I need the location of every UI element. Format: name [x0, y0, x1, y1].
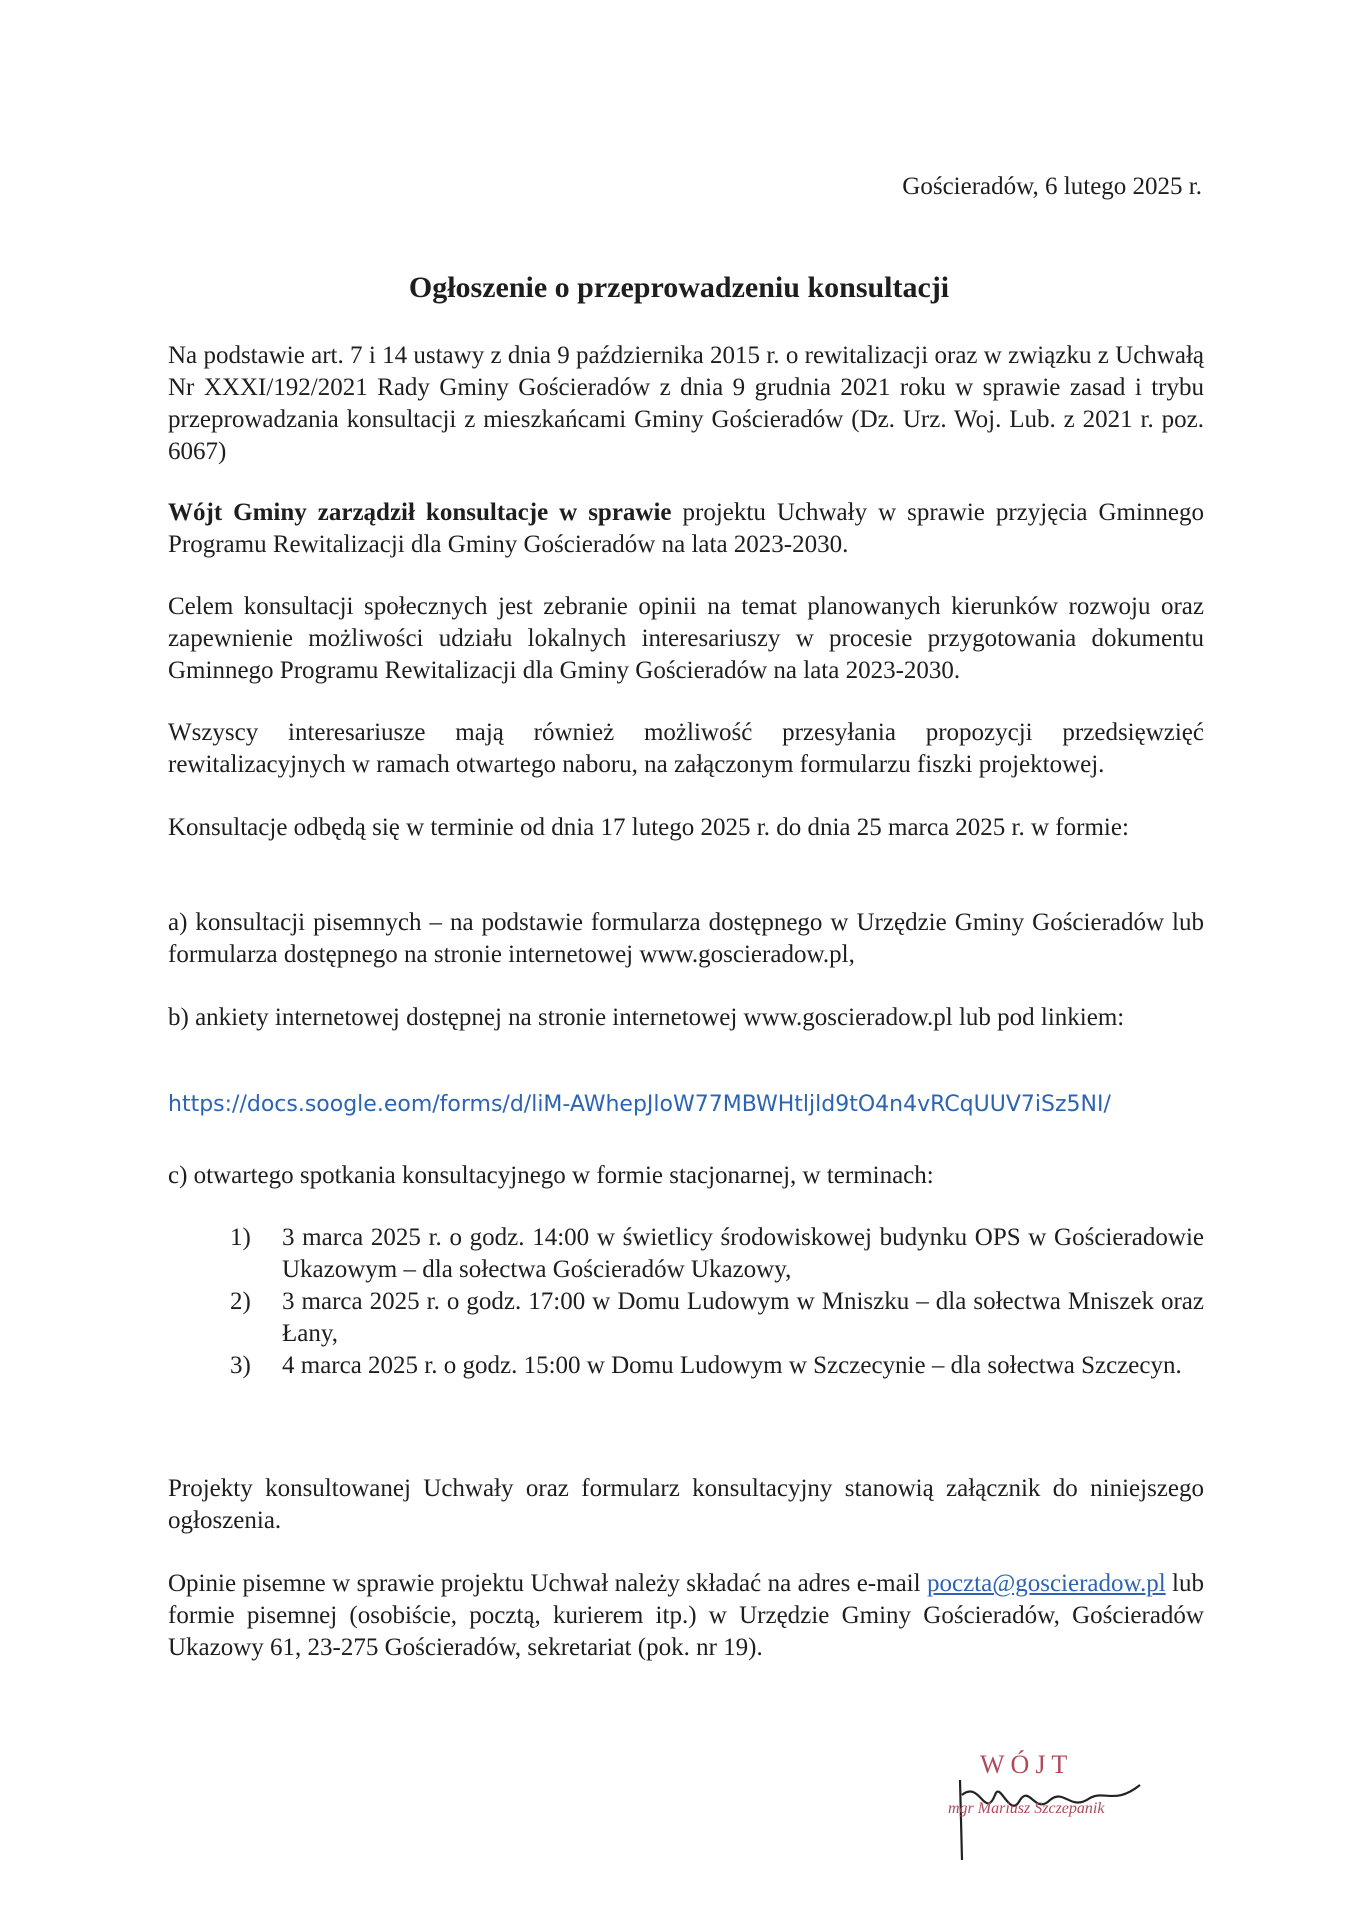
list-item-text: 3 marca 2025 r. o godz. 14:00 w świetlicy środowiskowej budynku OPS w Gościeradowie Ukazowym – dla sołectwa Gościeradów Ukazowy, [282, 1224, 1204, 1283]
opinions-paragraph [168, 1568, 1204, 1664]
form-c-paragraph: c) otwartego spotkania konsultacyjnego w formie stacjonarnej, w terminach: [168, 1162, 934, 1189]
meetings-list [230, 1222, 1204, 1382]
intro-paragraph: Na podstawie art. 7 i 14 ustawy z dnia 9 października 2015 r. o rewitalizacji oraz w związku z Uchwałą Nr XXXI/192/2021 Rady Gminy Gościeradów z dnia 9 grudnia 2021 roku w sprawie zasad i trybu przeprowadzania konsultacji z mieszkańcami Gminy Gościeradów (Dz. Urz. Woj. Lub. z 2021 r. poz. 6067) [168, 342, 1204, 465]
form-a-paragraph: a) konsultacji pisemnych – na podstawie formularza dostępnego w Urzędzie Gminy Gościeradów lub formularza dostępnego na stronie internetowej www.goscieradow.pl, [168, 909, 1204, 968]
list-item [230, 1350, 1204, 1382]
decision-paragraph [168, 497, 1204, 561]
document-title: Ogłoszenie o przeprowadzeniu konsultacji [408, 271, 950, 304]
survey-link[interactable]: https://docs.soogle.eom/forms/d/liM-AWhepJloW77MBWHtljld9tO4n4vRCqUUV7iSz5NI/ [168, 1092, 1111, 1117]
list-item-text: 3 marca 2025 r. o godz. 17:00 w Domu Ludowym w Mniszku – dla sołectwa Mniszek oraz Łany, [282, 1288, 1204, 1347]
list-item-number: 1) [230, 1224, 251, 1251]
stamp-title: WÓJT [980, 1750, 1074, 1779]
stamp-name: mgr Mariusz Szczepanik [948, 1800, 1105, 1817]
purpose-paragraph: Celem konsultacji społecznych jest zebranie opinii na temat planowanych kierunków rozwoju oraz zapewnienie możliwości udziału lokalnych interesariuszy w procesie przygotowania dokumentu Gminnego Programu Rewitalizacji dla Gminy Gościeradów na lata 2023-2030. [168, 593, 1204, 684]
list-item [230, 1222, 1204, 1286]
list-item-number: 2) [230, 1288, 251, 1315]
form-b-paragraph: b) ankiety internetowej dostępnej na stronie internetowej www.goscieradow.pl lub pod linkiem: [168, 1004, 1125, 1031]
stakeholders-paragraph: Wszyscy interesariusze mają również możliwość przesyłania propozycji przedsięwzięć rewitalizacyjnych w ramach otwartego naboru, na załączonym formularzu fiszki projektowej. [168, 719, 1204, 778]
list-item-text: 4 marca 2025 r. o godz. 15:00 w Domu Ludowym w Szczecynie – dla sołectwa Szczecyn. [282, 1352, 1182, 1379]
document-date: Gościeradów, 6 lutego 2025 r. [902, 173, 1202, 200]
list-item-number: 3) [230, 1352, 251, 1379]
email-link[interactable]: poczta@goscieradow.pl [926, 1570, 1166, 1597]
decision-text: projektu Uchwały w sprawie przyjęcia Gminnego Programu Rewitalizacji dla Gminy Gościeradów na lata 2023-2030. [168, 499, 1204, 558]
opinions-text-before: Opinie pisemne w sprawie projektu Uchwał należy składać na adres e-mail [168, 1570, 927, 1597]
term-paragraph: Konsultacje odbędą się w terminie od dnia 17 lutego 2025 r. do dnia 25 marca 2025 r. w formie: [168, 814, 1129, 841]
list-item [230, 1286, 1204, 1350]
decision-bold: Wójt Gminy zarządził konsultacje w sprawie [168, 499, 672, 526]
opinions-text-after: lub formie pisemnej (osobiście, pocztą, kurierem itp.) w Urzędzie Gminy Gościeradów, Gościeradów Ukazowy 61, 23-275 Gościeradów, sekretariat (pok. nr 19). [168, 1570, 1204, 1661]
signature-stamp [940, 1750, 1180, 1870]
attachments-paragraph: Projekty konsultowanej Uchwały oraz formularz konsultacyjny stanowią załącznik do niniejszego ogłoszenia. [168, 1475, 1204, 1534]
